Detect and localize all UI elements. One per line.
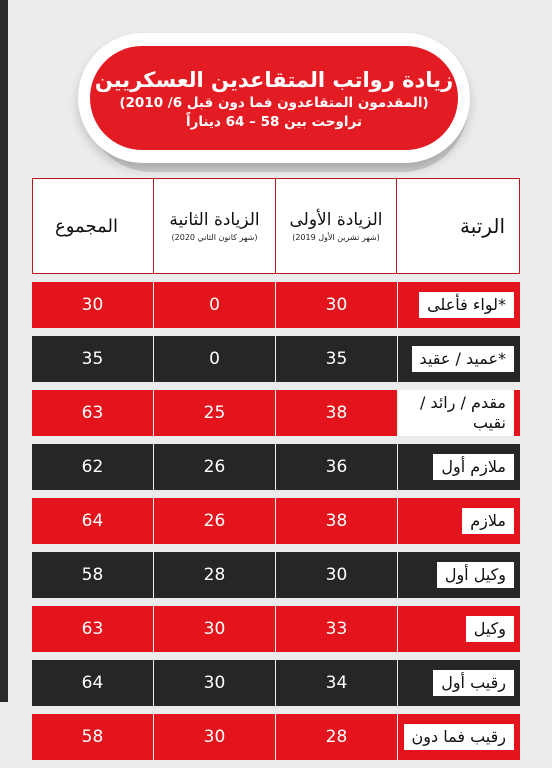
rank-cell (397, 444, 520, 498)
header-rank (397, 178, 520, 274)
rank-label: مقدم / رائد / نقيب (398, 390, 514, 436)
rank-cell (397, 606, 520, 660)
first-increase-cell: 38 (276, 390, 397, 444)
rank-label: ملازم (462, 508, 514, 534)
first-increase-cell: 34 (276, 660, 397, 714)
first-increase-cell: 35 (276, 336, 397, 390)
banner-range: تراوحت بين 58 – 64 ديناراً (185, 114, 363, 130)
header-second-note: (شهر كانون الثاني 2020) (171, 233, 258, 242)
second-increase-cell: 0 (154, 336, 276, 390)
header-first-note: (شهر تشرين الأول 2019) (292, 233, 380, 242)
second-increase-cell: 26 (154, 444, 276, 498)
rank-label: وكيل (466, 616, 514, 642)
total-cell: 63 (32, 606, 154, 660)
total-cell: 35 (32, 336, 154, 390)
total-cell: 62 (32, 444, 154, 498)
header-second-increase (154, 178, 276, 274)
total-cell: 30 (32, 282, 154, 336)
table-row (32, 660, 520, 714)
rank-label: *عميد / عقيد (412, 346, 514, 372)
header-total-label: المجموع (55, 215, 118, 237)
rank-label: رقيب أول (433, 670, 514, 696)
header-first-label: الزيادة الأولى (289, 210, 383, 230)
header-first-increase (276, 178, 397, 274)
second-increase-cell: 26 (154, 498, 276, 552)
first-increase-cell: 30 (276, 282, 397, 336)
table-row (32, 606, 520, 660)
rank-cell (397, 390, 520, 444)
total-cell: 64 (32, 660, 154, 714)
first-increase-cell: 30 (276, 552, 397, 606)
table-row (32, 336, 520, 390)
first-increase-cell: 38 (276, 498, 397, 552)
title-banner (90, 46, 458, 150)
first-increase-cell: 36 (276, 444, 397, 498)
banner-title: زيادة رواتب المتقاعدين العسكريين (94, 68, 454, 92)
second-increase-cell: 30 (154, 660, 276, 714)
header-total (32, 178, 154, 274)
rank-cell (397, 714, 520, 768)
rank-cell (397, 498, 520, 552)
salary-increase-table (32, 178, 520, 768)
second-increase-cell: 25 (154, 390, 276, 444)
first-increase-cell: 28 (276, 714, 397, 768)
rank-cell (397, 660, 520, 714)
total-cell: 63 (32, 390, 154, 444)
rank-label: ملازم أول (433, 454, 514, 480)
banner-subtitle: (المقدمون المتقاعدون فما دون قبل 6/ 2010) (119, 95, 429, 111)
rank-cell (397, 552, 520, 606)
header-row (32, 178, 520, 274)
rank-cell (397, 336, 520, 390)
header-second-label: الزيادة الثانية (169, 210, 260, 230)
table-row (32, 498, 520, 552)
second-increase-cell: 28 (154, 552, 276, 606)
left-edge-strip (0, 0, 8, 702)
table-row (32, 282, 520, 336)
table-row (32, 444, 520, 498)
rank-label: رقيب فما دون (404, 724, 514, 750)
first-increase-cell: 33 (276, 606, 397, 660)
table-row (32, 552, 520, 606)
second-increase-cell: 30 (154, 714, 276, 768)
rank-label: وكيل أول (437, 562, 514, 588)
table-row (32, 714, 520, 768)
header-rank-label: الرتبة (459, 214, 505, 238)
total-cell: 64 (32, 498, 154, 552)
total-cell: 58 (32, 714, 154, 768)
second-increase-cell: 30 (154, 606, 276, 660)
total-cell: 58 (32, 552, 154, 606)
rank-cell (397, 282, 520, 336)
rank-label: *لواء فأعلى (419, 292, 514, 318)
table-row (32, 390, 520, 444)
second-increase-cell: 0 (154, 282, 276, 336)
